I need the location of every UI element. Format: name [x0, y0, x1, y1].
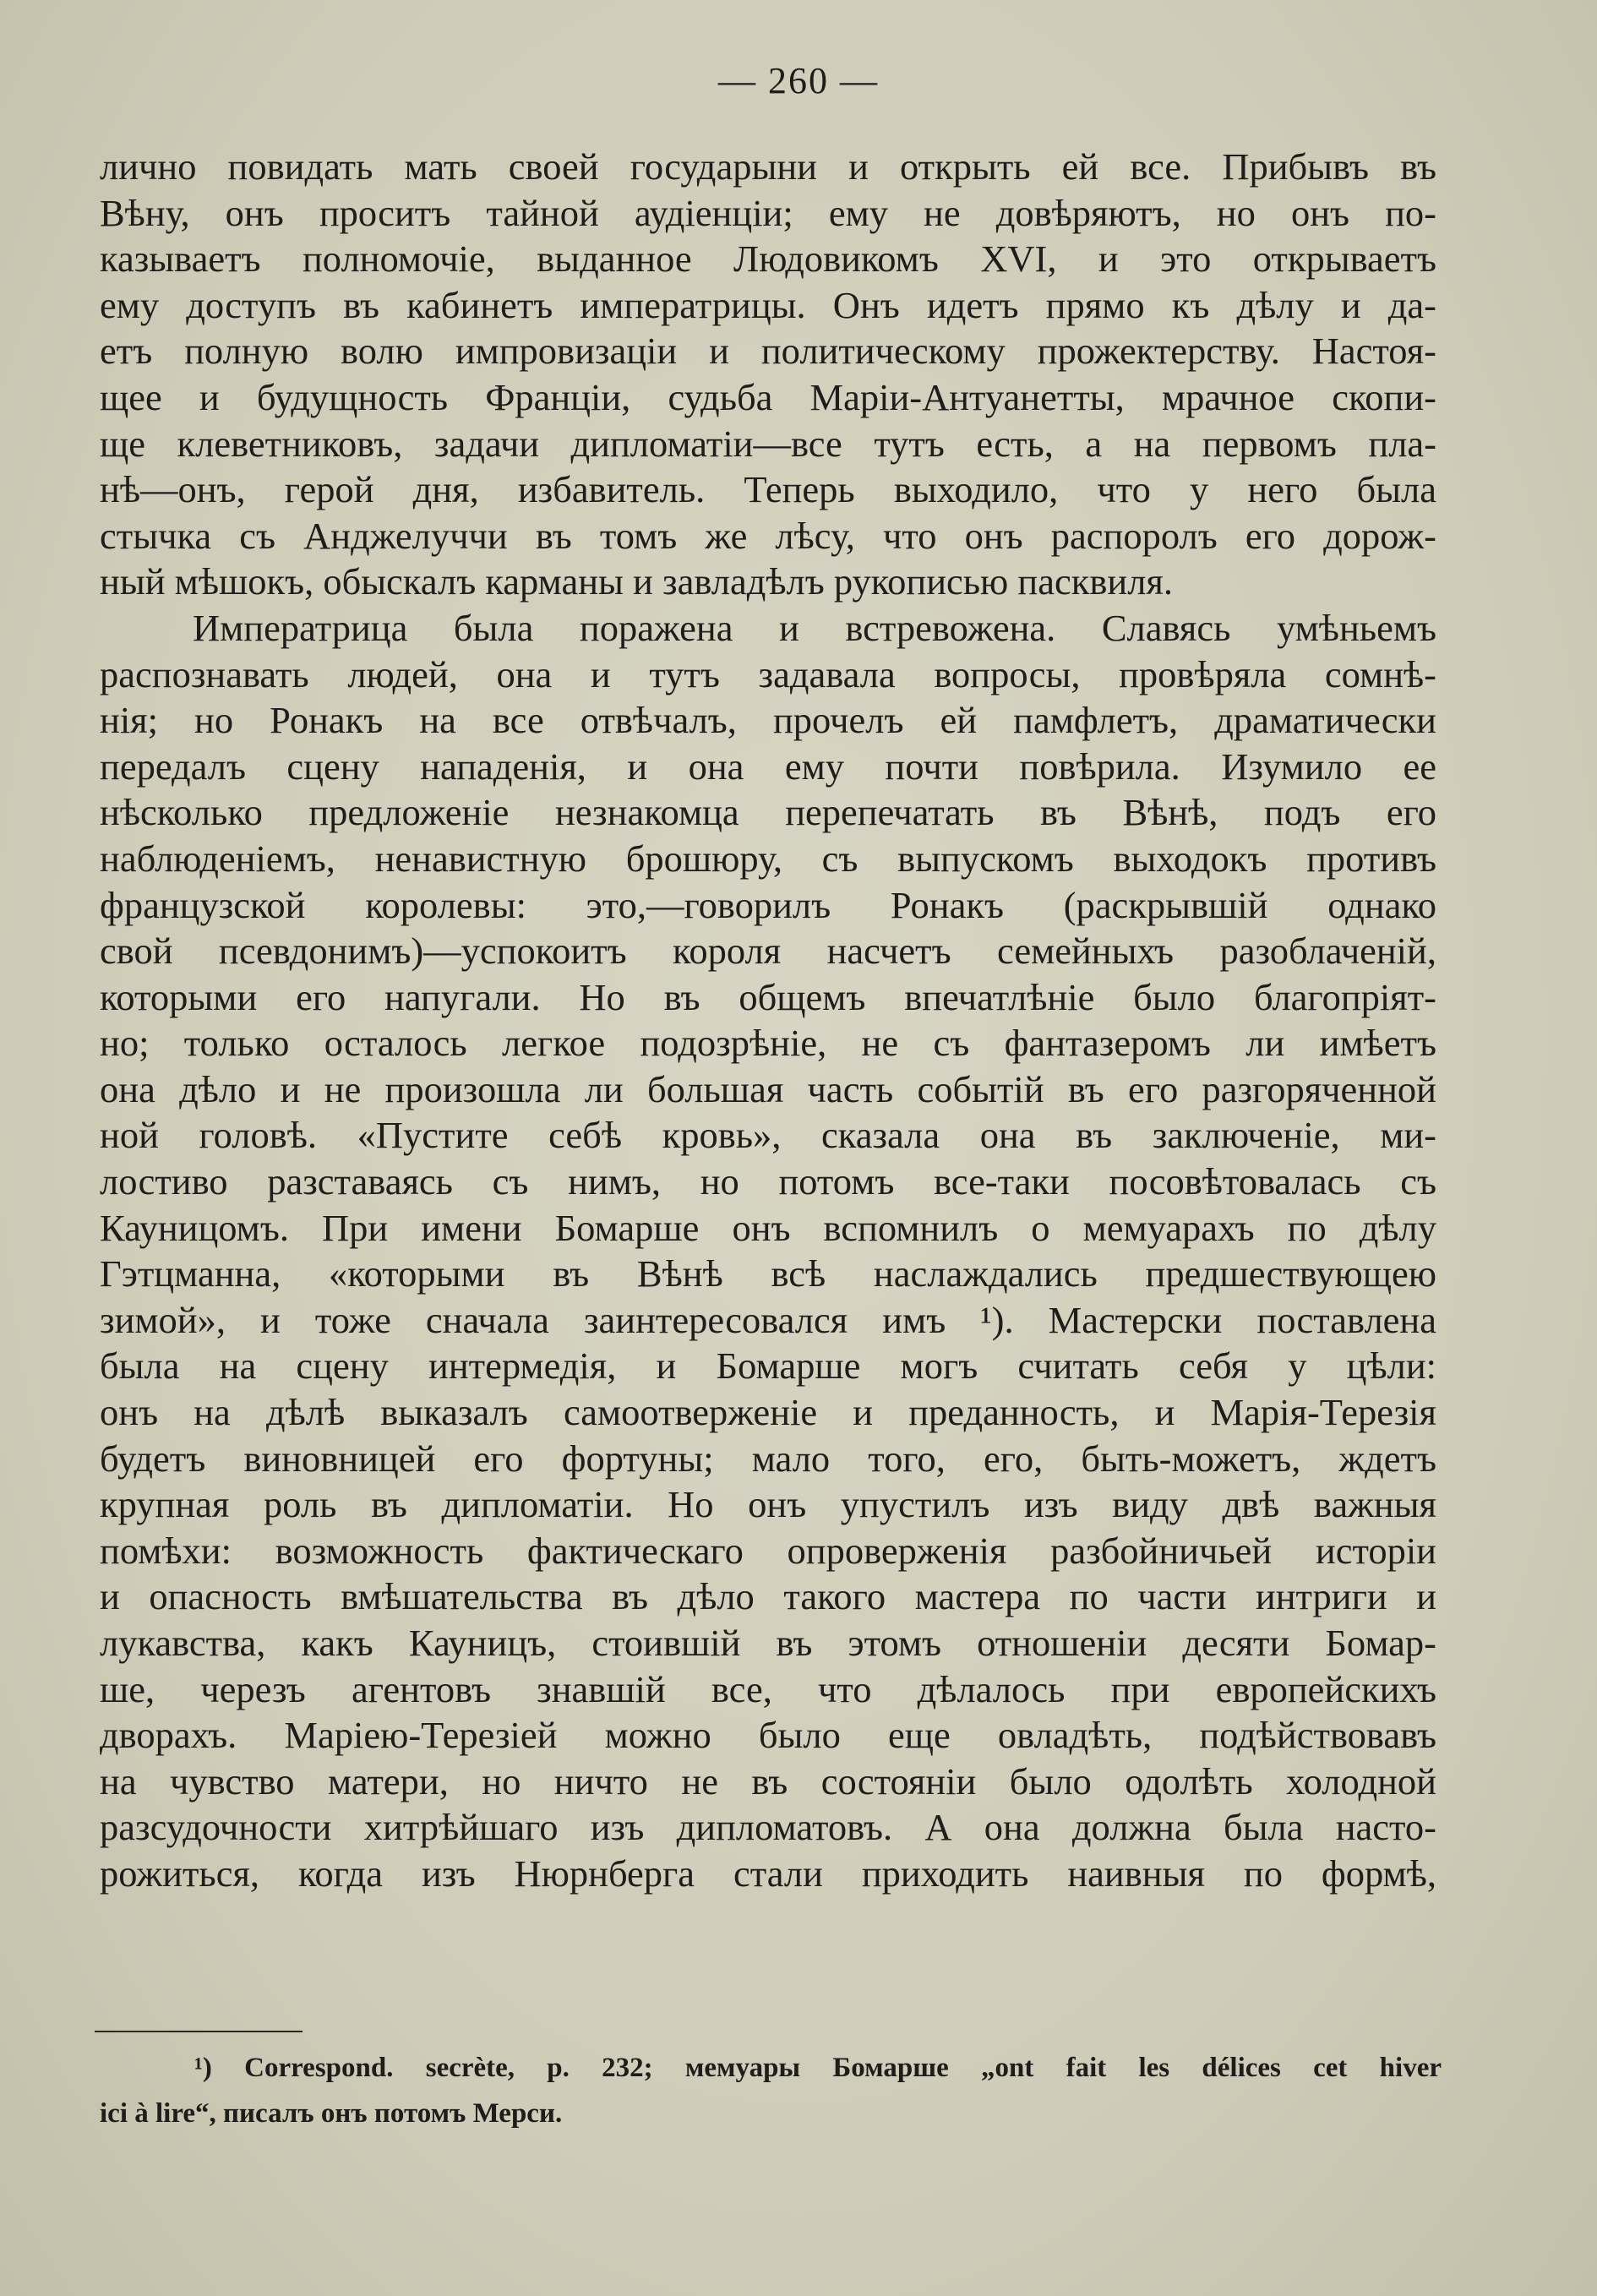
text-line: распознавать людей, она и тутъ задавала вопросы, провѣряла сомнѣ- — [100, 652, 1436, 695]
footnote-line: ¹) Correspond. secrète, p. 232; мемуары Бомарше „ont fait les délices cet hiver — [194, 2053, 1442, 2083]
footnote-line: ici à lire“, писалъ онъ потомъ Мерси. — [100, 2098, 563, 2129]
text-line: нія; но Ронакъ на все отвѣчалъ, прочелъ ей памфлетъ, драматически — [100, 699, 1436, 742]
body-text — [100, 144, 1436, 1897]
text-line: нѣ—онъ, герой дня, избавитель. Теперь выходило, что у него была — [100, 468, 1436, 511]
text-line: разсудочности хитрѣйшаго изъ дипломатовъ. А она должна была насто- — [100, 1806, 1436, 1849]
text-line: Вѣну, онъ проситъ тайной аудіенціи; ему не довѣряютъ, но онъ по- — [100, 191, 1436, 234]
text-line: Кауницомъ. При имени Бомарше онъ вспомнилъ о мемуарахъ по дѣлу — [100, 1206, 1436, 1249]
text-line: и опасность вмѣшательства въ дѣло такого мастера по части интриги и — [100, 1575, 1436, 1618]
text-line: стычка съ Анджелуччи въ томъ же лѣсу, что онъ распоролъ его дорож- — [100, 514, 1436, 557]
text-line: зимой», и тоже сначала заинтересовался имъ ¹). Мастерски поставлена — [100, 1298, 1436, 1341]
text-line: крупная роль въ дипломатіи. Но онъ упустилъ изъ виду двѣ важныя — [100, 1483, 1436, 1526]
text-line: казываетъ полномочіе, выданное Людовикомъ XVI, и это открываетъ — [100, 237, 1436, 281]
text-line: щее и будущность Франціи, судьба Маріи-Антуанетты, мрачное скопи- — [100, 375, 1436, 418]
text-line: лукавства, какъ Кауницъ, стоившій въ этомъ отношеніи десяти Бомар- — [100, 1622, 1436, 1664]
text-line: етъ полную волю импровизаціи и политическому прожектерству. Настоя- — [100, 330, 1436, 373]
text-line: была на сцену интермедія, и Бомарше могъ считать себя у цѣли: — [100, 1344, 1436, 1388]
text-line: свой псевдонимъ)—успокоитъ короля насчетъ семейныхъ разоблаченій, — [100, 930, 1436, 973]
text-line: лично повидать мать своей государыни и открыть ей все. Прибывъ въ — [100, 145, 1436, 188]
text-line: онъ на дѣлѣ выказалъ самоотверженіе и преданность, и Марія-Терезія — [100, 1391, 1436, 1434]
text-line: нѣсколько предложеніе незнакомца перепечатать въ Вѣнѣ, подъ его — [100, 791, 1436, 834]
text-line: но; только осталось легкое подозрѣніе, не съ фантазеромъ ли имѣетъ — [100, 1022, 1436, 1065]
page-number: — 260 — — [718, 60, 879, 101]
text-line: Императрица была поражена и встревожена. Славясь умѣньемъ — [193, 606, 1436, 649]
text-line: помѣхи: возможность фактическаго опроверженія разбойничьей исторіи — [100, 1529, 1436, 1572]
text-line: ный мѣшокъ, обыскалъ карманы и завладѣлъ рукописью пасквиля. — [100, 560, 1173, 603]
text-line: французской королевы: это,—говорилъ Ронакъ (раскрывшій однако — [100, 883, 1436, 926]
text-line: наблюденіемъ, ненавистную брошюру, съ выпускомъ выходокъ противъ — [100, 837, 1436, 880]
text-line: ше, черезъ агентовъ знавшій все, что дѣлалось при европейскихъ — [100, 1667, 1436, 1710]
text-line: рожиться, когда изъ Нюрнберга стали приходить наивныя по формѣ, — [100, 1852, 1436, 1895]
text-line: лостиво разставаясь съ нимъ, но потомъ все-таки посовѣтовалась съ — [100, 1160, 1436, 1203]
text-line: на чувство матери, но ничто не въ состояніи было одолѣть холодной — [100, 1759, 1436, 1802]
text-line: дворахъ. Маріею-Терезіей можно было еще овладѣть, подѣйствовавъ — [100, 1714, 1436, 1757]
text-line: ему доступъ въ кабинетъ императрицы. Онъ идетъ прямо къ дѣлу и да- — [100, 283, 1436, 326]
text-line: Гэтцманна, «которыми въ Вѣнѣ всѣ наслаждались предшествующею — [100, 1252, 1436, 1295]
text-line: передалъ сцену нападенія, и она ему почти повѣрила. Изумило ее — [100, 744, 1436, 788]
text-line: ной головѣ. «Пустите себѣ кровь», сказала она въ заключеніе, ми- — [100, 1114, 1436, 1157]
footnotes — [100, 2045, 1442, 2136]
text-line: она дѣло и не произошла ли большая часть событій въ его разгоряченной — [100, 1067, 1436, 1110]
footnote-divider — [95, 2031, 303, 2032]
text-line: ще клеветниковъ, задачи дипломатіи—все тутъ есть, а на первомъ пла- — [100, 422, 1436, 465]
text-line: будетъ виновницей его фортуны; мало того, его, быть-можетъ, ждетъ — [100, 1437, 1436, 1480]
text-line: которыми его напугали. Но въ общемъ впечатлѣніе было благопріят- — [100, 975, 1436, 1018]
